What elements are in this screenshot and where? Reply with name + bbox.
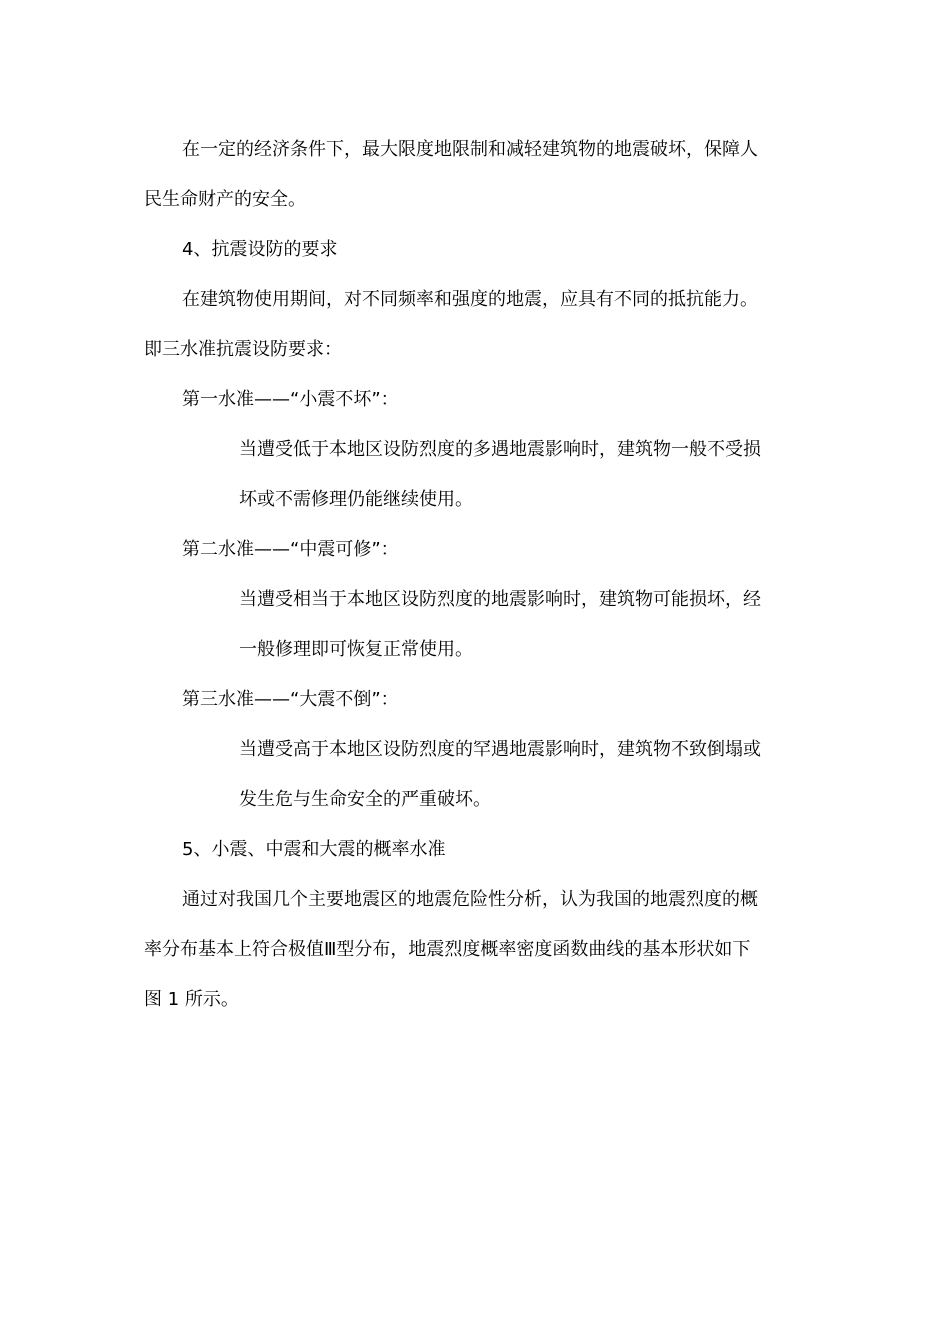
paragraph-line: 在一定的经济条件下，最大限度地限制和减轻建筑物的地震破坏，保障人: [182, 139, 758, 160]
level-heading: 第二水准——“中震可修”：: [182, 539, 399, 560]
paragraph-line: 民生命财产的安全。: [144, 189, 306, 210]
paragraph-line: 在建筑物使用期间，对不同频率和强度的地震，应具有不同的抵抗能力。: [182, 289, 758, 310]
section-heading: 4、抗震设防的要求: [182, 239, 338, 260]
paragraph-line: 通过对我国几个主要地震区的地震危险性分析，认为我国的地震烈度的概: [182, 889, 758, 910]
paragraph-line: 即三水准抗震设防要求：: [144, 339, 342, 360]
paragraph-line: 图 1 所示。: [144, 989, 239, 1010]
paragraph-line: 率分布基本上符合极值Ⅲ型分布，地震烈度概率密度函数曲线的基本形状如下: [144, 939, 751, 960]
level-description: 当遭受相当于本地区设防烈度的地震影响时，建筑物可能损坏，经: [239, 589, 761, 610]
level-description: 坏或不需修理仍能继续使用。: [239, 489, 473, 510]
level-heading: 第一水准——“小震不坏”：: [182, 389, 399, 410]
level-description: 一般修理即可恢复正常使用。: [239, 639, 473, 660]
level-description: 当遭受高于本地区设防烈度的罕遇地震影响时，建筑物不致倒塌或: [239, 739, 761, 760]
level-description: 发生危与生命安全的严重破坏。: [239, 789, 491, 810]
level-description: 当遭受低于本地区设防烈度的多遇地震影响时，建筑物一般不受损: [239, 439, 761, 460]
level-heading: 第三水准——“大震不倒”：: [182, 689, 399, 710]
section-heading: 5、小震、中震和大震的概率水准: [182, 839, 446, 860]
